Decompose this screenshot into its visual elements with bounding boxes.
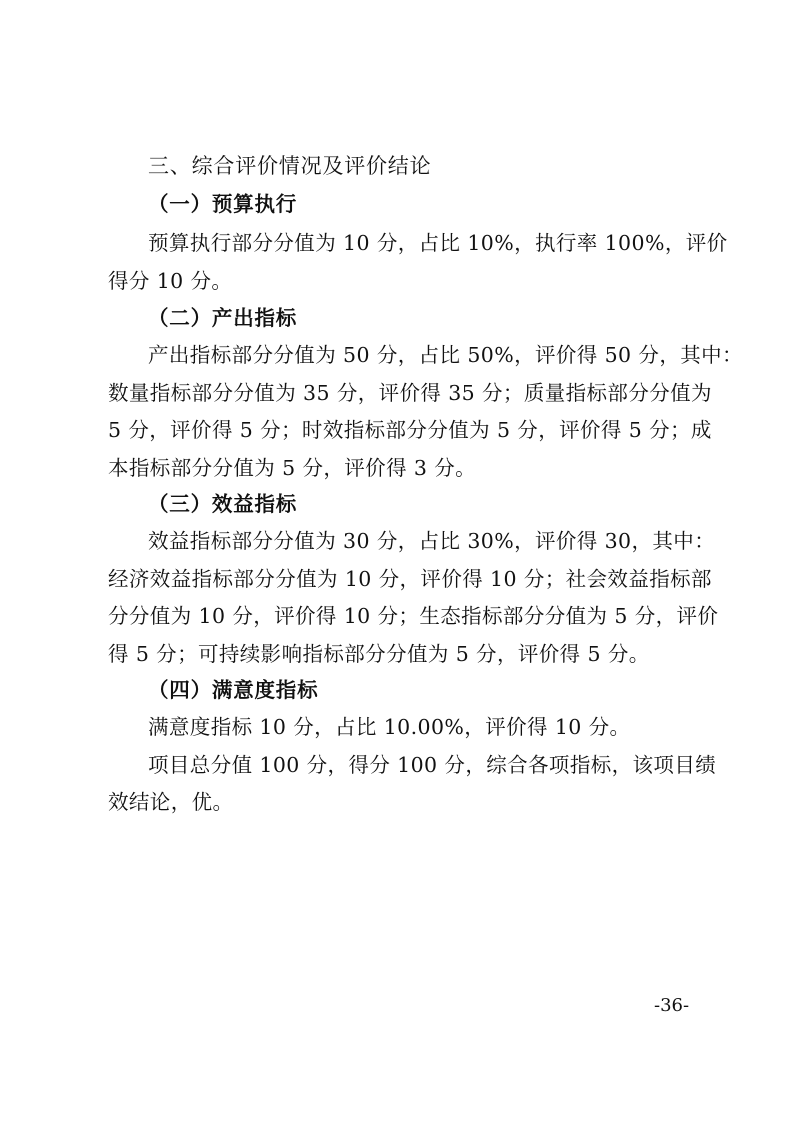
conclusion-line-1: 项目总分值 100 分，得分 100 分，综合各项指标，该项目绩 <box>148 753 717 777</box>
benefit-paragraph-line-1: 效益指标部分分值为 30 分，占比 30%，评价得 30，其中： <box>148 529 716 553</box>
output-paragraph-line-2: 数量指标部分分值为 35 分，评价得 35 分；质量指标部分分值为 <box>108 381 712 405</box>
subsection-heading-budget: （一）预算执行 <box>148 192 298 216</box>
section-title: 三、综合评价情况及评价结论 <box>148 154 432 178</box>
budget-paragraph-line-2: 得分 10 分。 <box>108 269 233 293</box>
subsection-heading-satisfaction: （四）满意度指标 <box>148 678 319 702</box>
budget-paragraph-line-1: 预算执行部分分值为 10 分，占比 10%，执行率 100%，评价 <box>148 231 728 255</box>
output-paragraph-line-3: 5 分，评价得 5 分；时效指标部分分值为 5 分，评价得 5 分；成 <box>108 418 712 442</box>
benefit-paragraph-line-2: 经济效益指标部分分值为 10 分，评价得 10 分；社会效益指标部 <box>108 567 712 591</box>
satisfaction-paragraph-line-1: 满意度指标 10 分，占比 10.00%，评价得 10 分。 <box>148 715 631 739</box>
output-paragraph-line-1: 产出指标部分分值为 50 分，占比 50%，评价得 50 分，其中： <box>148 343 743 367</box>
subsection-heading-output: （二）产出指标 <box>148 306 298 330</box>
benefit-paragraph-line-4: 得 5 分；可持续影响指标部分分值为 5 分，评价得 5 分。 <box>108 642 650 666</box>
subsection-heading-benefit: （三）效益指标 <box>148 492 298 516</box>
output-paragraph-line-4: 本指标部分分值为 5 分，评价得 3 分。 <box>108 456 477 480</box>
conclusion-line-2: 效结论，优。 <box>108 790 234 814</box>
page-number: -36- <box>654 995 690 1016</box>
benefit-paragraph-line-3: 分分值为 10 分，评价得 10 分；生态指标部分分值为 5 分，评价 <box>108 604 719 628</box>
